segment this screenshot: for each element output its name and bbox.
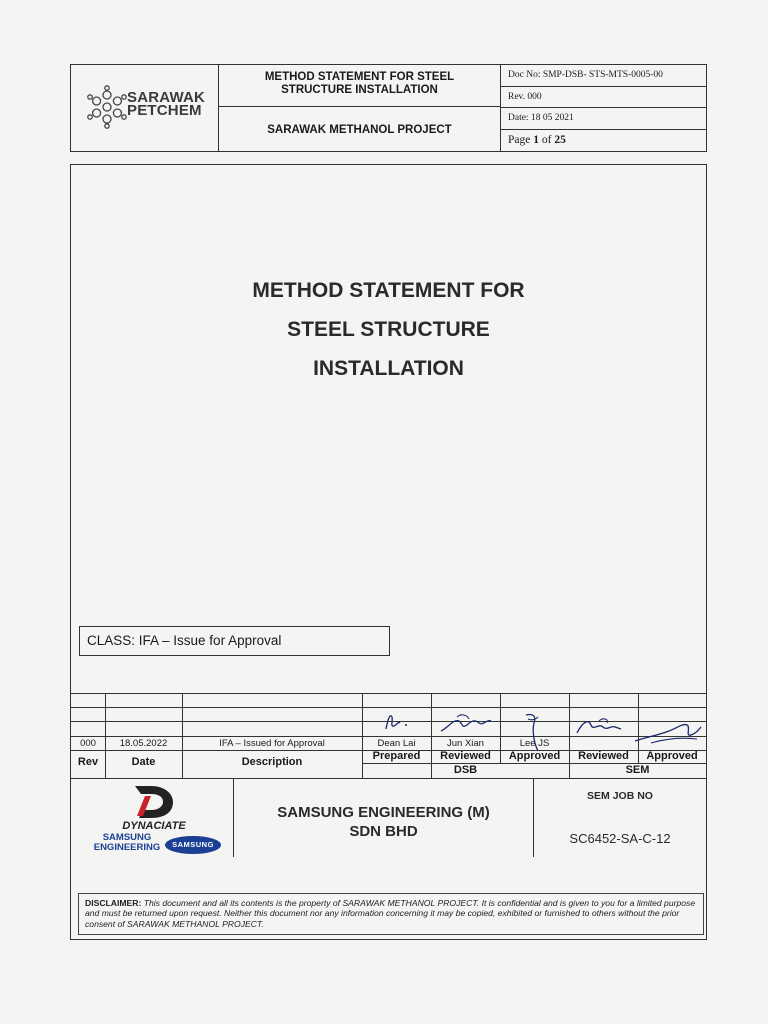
company-name-line1: SARAWAK [127,89,206,106]
samsung-logo-line2: ENGINEERING [93,842,161,853]
rev-row-rev: 000 [80,738,96,749]
signature-approved-sem-icon [631,713,707,755]
samsung-logo-line1: SAMSUNG [102,832,152,843]
header-info-cell [501,65,706,151]
dynaciate-logo-icon [129,784,175,820]
job-number-cell [534,778,706,857]
page-indicator [501,130,706,152]
job-number-value: SC6452-SA-C-12 [569,831,671,846]
contractor-name-cell [234,778,534,857]
company-name-line2: PETCHEM [127,102,202,119]
header-title-cell [219,65,501,151]
rev-row-approved-by: Lee JS [519,738,550,749]
job-number-label: SEM JOB NO [587,790,653,802]
rev-row-description: IFA – Issued for Approval [219,738,325,749]
signature-prepared-icon [362,709,431,739]
cover-title-line2: STEEL STRUCTURE [287,318,490,341]
rev-header-description: Description [241,756,303,768]
sarawak-petchem-logo-icon [86,85,128,129]
document-date: Date: 18 05 2021 [501,108,706,130]
revision-number: Rev. 000 [501,87,706,109]
doc-number: Doc No: SMP-DSB- STS-MTS-0005-00 [501,65,706,87]
signature-reviewed-icon [431,709,500,739]
rev-header-dsb: DSB [453,764,478,776]
signature-reviewed-sem-icon [569,709,638,739]
page-total: 25 [554,133,566,146]
rev-header-approved: Approved [508,750,561,762]
contractor-name-line1: SAMSUNG ENGINEERING (M) [277,804,490,821]
cover-title-line3: INSTALLATION [313,357,464,380]
rev-row-reviewed-by: Jun Xian [447,738,484,749]
page-number: 1 [533,133,539,146]
rev-header-rev: Rev [77,756,99,768]
company-logo-cell [71,65,219,151]
header-title-line2: STRUCTURE INSTALLATION [281,84,438,96]
rev-row-date: 18.05.2022 [119,738,168,749]
cover-page-frame [70,164,707,940]
rev-header-reviewed: Reviewed [440,750,491,762]
cover-title-line1: METHOD STATEMENT FOR [252,279,525,302]
contractor-name-line2: SDN BHD [349,823,418,840]
disclaimer-label: DISCLAIMER: [85,898,142,908]
header-title-line1: METHOD STATEMENT FOR STEEL [264,71,455,83]
samsung-engineering-logo-text [87,833,167,853]
samsung-logo-badge: SAMSUNG [165,836,221,854]
rev-grid-line [71,693,706,694]
dynaciate-logo-text: DYNACIATE [122,820,186,832]
rev-header-date: Date [131,756,156,768]
rev-header-reviewed-sem: Reviewed [578,750,629,762]
signature-approved-icon [500,709,569,753]
disclaimer-box [78,893,704,935]
disclaimer-text: This document and all its contents is the property of SARAWAK METHANOL PROJECT. It is confidential and is given to you for a limited purpose and must be returned upon request. Neither this document nor any information concerning it may be copied, exhibited or furnished to others without the prior consent of SARAWAK METHANOL PROJECT. [85,898,696,929]
page-prefix: Page [508,133,534,146]
page-of: of [538,133,555,146]
company-logo-text [127,91,217,117]
rev-header-sem: SEM [625,764,650,776]
contractor-logo-cell [71,778,234,857]
header-document-title [219,65,500,107]
document-class-box: CLASS: IFA – Issue for Approval [79,626,390,656]
cover-title [71,271,706,388]
header-project-name: SARAWAK METHANOL PROJECT [267,124,452,136]
document-header-table [70,64,707,152]
rev-grid-line [71,707,706,708]
rev-header-prepared: Prepared [372,750,421,762]
rev-header-approved-sem: Approved [646,750,698,762]
rev-row-prepared-by: Dean Lai [377,738,416,749]
